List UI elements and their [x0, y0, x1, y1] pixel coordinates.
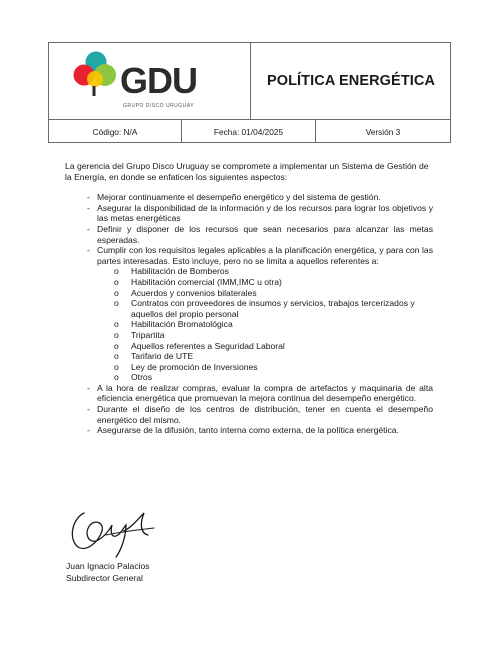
- bullet-text: A la hora de realizar compras, evaluar la compra de artefactos y maquinaria de alta eficiencia energética que promuevan la mejora continua del desempeño energético.: [97, 382, 433, 404]
- list-item: [65, 203, 433, 224]
- bullet-circle: o: [114, 351, 119, 362]
- bullet-dash: -: [87, 192, 90, 203]
- bullet-dash: -: [87, 404, 90, 415]
- logo-stem: [93, 86, 96, 96]
- sub-item-text: Otros: [131, 372, 153, 383]
- intro-paragraph: La gerencia del Grupo Disco Uruguay se compromete a implementar un Sistema de Gestión de la Energía, en donde se enfaticen los siguientes aspectos:: [65, 161, 429, 182]
- document-meta-row: [49, 119, 450, 143]
- document-date: Fecha: 01/04/2025: [182, 120, 316, 143]
- sub-item-text: Habilitación comercial (IMM,IMC u otra): [131, 276, 282, 287]
- signature-stroke: [72, 513, 148, 557]
- bullet-text: Definir y disponer de los recursos que sean necesarios para alcanzar las metas esperadas.: [97, 223, 433, 245]
- bullet-circle: o: [114, 319, 119, 330]
- sub-list-item: [97, 341, 433, 352]
- legal-requirements-sublist: [97, 266, 433, 383]
- gdu-logo: [65, 49, 235, 113]
- sub-item-text: Tarifario de UTE: [131, 351, 194, 362]
- list-item: [65, 224, 433, 245]
- policy-body: [65, 161, 433, 436]
- bullet-dash: -: [87, 382, 90, 393]
- signatory-name: Juan Ignacio Palacios: [66, 561, 150, 571]
- bullet-circle: o: [114, 340, 119, 351]
- sub-list-item: [97, 298, 433, 319]
- sub-item-text: Habilitación Bromatológica: [131, 319, 233, 330]
- bullet-text: Durante el diseño de los centros de distribución, tener en cuenta el desempeño energético del mismo.: [97, 404, 433, 425]
- document-title: POLÍTICA ENERGÉTICA: [266, 73, 436, 89]
- sub-list-item: [97, 362, 433, 373]
- document-code: Código: N/A: [49, 120, 182, 143]
- sub-item-text: Acuerdos y convenios bilaterales: [131, 287, 257, 298]
- bullet-circle: o: [114, 276, 119, 287]
- sub-list-item: [97, 351, 433, 362]
- sub-list-item: [97, 266, 433, 277]
- document-header-table: [48, 42, 451, 143]
- logo-cell: [49, 43, 251, 119]
- signatory-role: Subdirector General: [66, 572, 143, 583]
- list-item: [65, 245, 433, 383]
- bullet-circle: o: [114, 329, 119, 340]
- logo-subtitle: GRUPO DISCO URUGUAY: [123, 103, 195, 109]
- sub-item-text: Habilitación de Bomberos: [131, 266, 229, 277]
- sub-list-item: [97, 277, 433, 288]
- list-item: [65, 404, 433, 425]
- sub-list-item: [97, 330, 433, 341]
- bullet-text: Cumplir con los requisitos legales aplicables a la planificación energética, y para con las partes interesadas. Esto incluye, pero no se limita a aquellos referentes a:: [97, 245, 433, 266]
- sub-item-text: Ley de promoción de Inversiones: [131, 361, 258, 372]
- bullet-dash: -: [87, 245, 90, 256]
- list-item: [65, 192, 433, 203]
- bullet-dash: -: [87, 202, 90, 213]
- logo-text: GDU: [120, 60, 197, 101]
- bullet-dash: -: [87, 223, 90, 234]
- policy-bullet-list: [65, 192, 433, 436]
- list-item: [65, 425, 433, 436]
- signatory-block: [66, 561, 150, 584]
- bullet-text: Asegurar la disponibilidad de la información y de los recursos para lograr los objetivos y las metas energéticas: [97, 202, 433, 224]
- sub-item-text: Aquellos referentes a Seguridad Laboral: [131, 340, 285, 351]
- bullet-circle: o: [114, 266, 119, 277]
- sub-list-item: [97, 319, 433, 330]
- bullet-circle: o: [114, 361, 119, 372]
- sub-item-text: Tripartita: [131, 329, 165, 340]
- handwritten-signature: [66, 505, 161, 560]
- bullet-text: Mejorar continuamente el desempeño energético y del sistema de gestión.: [97, 192, 381, 203]
- logo-yellow-circle: [87, 71, 103, 87]
- bullet-dash: -: [87, 425, 90, 436]
- sub-item-text: Contratos con proveedores de insumos y servicios, trabajos tercerizados y aquellos del propio personal: [131, 298, 415, 319]
- document-version: Versión 3: [365, 126, 401, 137]
- bullet-circle: o: [114, 287, 119, 298]
- bullet-circle: o: [114, 372, 119, 383]
- list-item: [65, 383, 433, 404]
- sub-list-item: [97, 288, 433, 299]
- bullet-circle: o: [114, 298, 119, 309]
- bullet-text: Asegurarse de la difusión, tanto interna como externa, de la política energética.: [97, 425, 399, 436]
- sub-list-item: [97, 372, 433, 383]
